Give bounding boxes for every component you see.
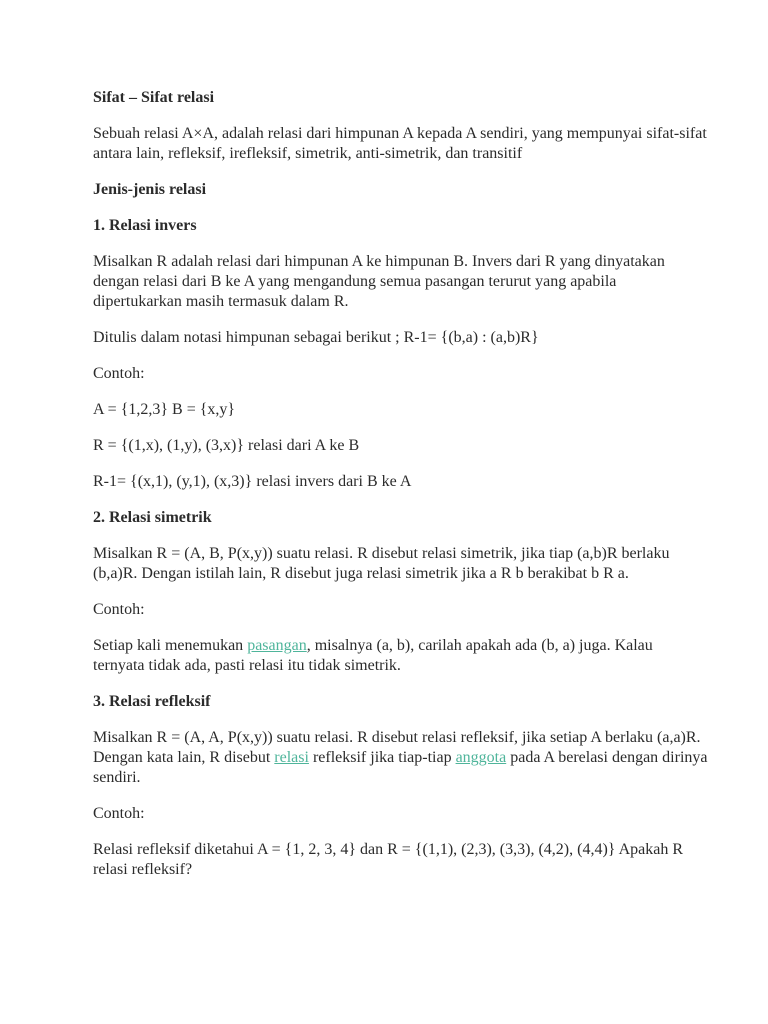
- section-1-heading: 1. Relasi invers: [93, 217, 197, 234]
- section-3-paragraph: [93, 728, 708, 788]
- page-title: Sifat – Sifat relasi: [93, 89, 215, 106]
- section-2-example-label: Contoh:: [93, 601, 145, 618]
- section-1-example-line: R-1= {(x,1), (y,1), (x,3)} relasi invers dari B ke A: [93, 473, 412, 490]
- link-pasangan[interactable]: pasangan: [247, 637, 307, 654]
- section-1-example-line: R = {(1,x), (1,y), (3,x)} relasi dari A ke B: [93, 437, 360, 454]
- section-3-example-paragraph: Relasi refleksif diketahui A = {1, 2, 3, 4} dan R = {(1,1), (2,3), (3,3), (4,2), (4,4)} Apakah R relasi refleksif?: [93, 841, 683, 878]
- text-span: refleksif jika tiap-tiap: [308, 749, 456, 766]
- section-2-heading: 2. Relasi simetrik: [93, 509, 212, 526]
- text-span: , misalnya (a, b), carilah apakah ada (b, a) juga. Kalau ternyata tidak ada, pasti relasi itu tidak simetrik.: [93, 637, 653, 674]
- section-1-paragraph: Misalkan R adalah relasi dari himpunan A ke himpunan B. Invers dari R yang dinyatakan dengan relasi dari B ke A yang mengandung semua pasangan terurut yang apabila dipertukarkan masih termasuk dalam R.: [93, 253, 665, 310]
- text-span: Setiap kali menemukan: [93, 637, 248, 654]
- section-2-example-paragraph: [93, 636, 708, 676]
- intro-paragraph: Sebuah relasi A×A, adalah relasi dari himpunan A kepada A sendiri, yang mempunyai sifat-sifat antara lain, refleksif, irefleksif, simetrik, anti-simetrik, dan transitif: [93, 125, 707, 162]
- section-1-notation: Ditulis dalam notasi himpunan sebagai berikut ; R-1= {(b,a) : (a,b)R}: [93, 329, 539, 346]
- link-anggota[interactable]: anggota: [455, 749, 507, 766]
- section-3-example-label: Contoh:: [93, 805, 145, 822]
- section-1-example-line: A = {1,2,3} B = {x,y}: [93, 401, 236, 418]
- types-heading: Jenis-jenis relasi: [93, 181, 207, 198]
- link-relasi[interactable]: relasi: [274, 749, 309, 766]
- section-2-paragraph: Misalkan R = (A, B, P(x,y)) suatu relasi. R disebut relasi simetrik, jika tiap (a,b)R berlaku (b,a)R. Dengan istilah lain, R disebut juga relasi simetrik jika a R b berakibat b R a.: [93, 545, 670, 582]
- section-3-heading: 3. Relasi refleksif: [93, 693, 211, 710]
- section-1-example-label: Contoh:: [93, 365, 145, 382]
- text-span: pada A berelasi dengan dirinya sendiri.: [93, 749, 708, 786]
- text-span: Misalkan R = (A, A, P(x,y)) suatu relasi. R disebut relasi refleksif, jika setiap A berlaku (a,a)R. Dengan kata lain, R disebut: [93, 729, 701, 766]
